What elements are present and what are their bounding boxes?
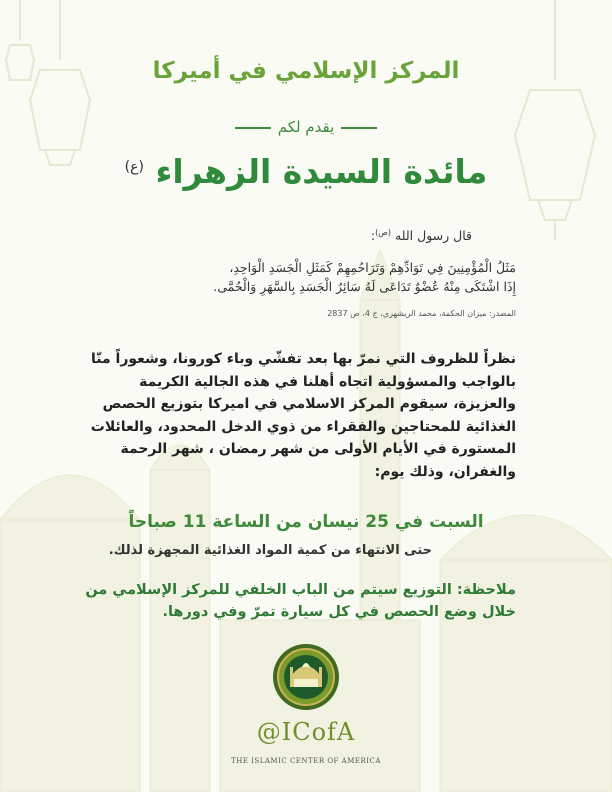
presents-text: يقدم لكم [277, 118, 335, 136]
social-handle: @ICofA [256, 718, 356, 746]
event-until: حتى الانتهاء من كمية المواد الغذائية المجهزة لذلك. [108, 543, 432, 558]
event-title [0, 152, 612, 191]
presents-divider-right [341, 127, 377, 129]
presents-line [0, 118, 612, 136]
distribution-note: ملاحظة: التوزيع سيتم من الباب الخلفي للمركز الإسلامي من خلال وضع الحصص في كل سيارة تمرّ وفي دورها. [85, 582, 516, 620]
presents-divider-left [235, 127, 271, 129]
hadith-intro [172, 228, 472, 243]
hadith-intro-honorific: (ص) [375, 228, 392, 237]
icofa-logo-icon [272, 643, 340, 711]
event-title-honorific: (ع) [124, 159, 144, 175]
hadith-intro-colon: : [370, 228, 376, 244]
hadith-line-1: مَثَلُ الْمُؤْمِنِينَ فِي تَوَادِّهِمْ وَتَرَاحُمِهِمْ كَمَثَلِ الْجَسَدِ الْوَاحِدِ، [229, 260, 516, 275]
event-date: السبت في 25 نيسان من الساعة 11 صباحاً [128, 512, 484, 532]
hadith-line-2: إِذَا اشْتَكَى مِنْهُ عُضْوٌ تَدَاعَى لَهُ سَائِرُ الْجَسَدِ بِالسَّهَرِ وَالْحُمَّى. [213, 279, 516, 294]
hadith-source: المصدر: ميزان الحكمة، محمد الريشهري، ج 4، ص 2837 [327, 309, 516, 318]
organization-tagline: THE ISLAMIC CENTER OF AMERICA [231, 757, 381, 765]
hadith-quote [96, 258, 516, 296]
announcement-paragraph: نظراً للظروف التي نمرّ بها بعد تفشّي وباء كورونا، وشعوراً منّا بالواجب والمسؤولية اتجاه أهلنا في هذه الجالية الكريمة والعزيزة، سيقوم المركز الاسلامي في اميركا بتوزيع الحصص الغذائية للمحتاجين والفقراء من ذوي الدخل المحدود، والعائلات المستورة في الأيام الأولى من شهر رمضان ، شهر الرحمة والغفران، وذلك يوم: [90, 351, 516, 480]
event-title-text: مائدة السيدة الزهراء [155, 152, 488, 191]
hadith-intro-text: قال رسول الله [395, 228, 472, 244]
organization-title: المركز الإسلامي في أميركا [152, 58, 460, 84]
